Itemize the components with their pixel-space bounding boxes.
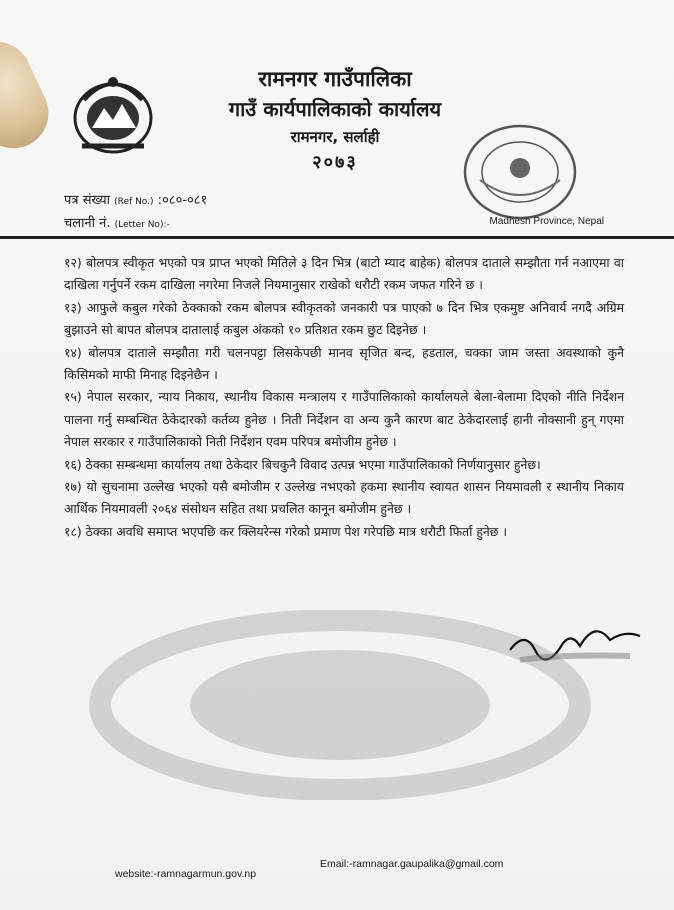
office-address: रामनगर, सर्लाही	[290, 128, 380, 146]
province-text: Madhesh Province, Nepal	[489, 216, 604, 227]
clause: १३) आफुले कबुल गरेको ठेक्काको रकम बोलपत्र स्वीकृतको जनकारी पत्र पाएको ७ दिन भित्र एकमुष्ट अनिवार्य नगदै अग्रिम बुझाउने सो बापत बोलपत्र दातालाई कबुल अंकको १० प्रतिशत रकम छुट दिइनेछ ।	[64, 299, 624, 338]
signature	[500, 610, 650, 700]
dispatch-label: चलानी नं.	[64, 216, 111, 231]
ref-number-row	[64, 190, 207, 208]
clause: १७) यो सुचनामा उल्लेख भएको यसै बमोजीम र उल्लेख नभएको हकमा स्थानीय स्वायत शासन नियमावली र स्थानीय निकाय आर्थिक नियमावली २०६४ संसोधन सहित तथा प्रचलित कानून बमोजीम हुनेछ ।	[64, 479, 624, 517]
clause: १५) नेपाल सरकार, न्याय निकाय, स्थानीय विकास मन्त्रालय र गाउँपालिकाको कार्यालयले बेला-बेलामा दिएको नीति निर्देशन पालना गर्नु सम्बन्धित ठेकेदारको कर्तव्य हुनेछ । निती निर्देशन वा अन्य कुनै कारण बाट ठेकेदारलाई हानी नोक्सानी हुन् गएमा नेपाल सरकार र गाउँपालिकाको निती निर्देशन एवम परिपत्र बमोजीम हुनेछ ।	[64, 389, 624, 450]
clause: १४) बोलपत्र दाताले सम्झौता गरी चलनपट्टा लिसकेपछी मानव सृजित बन्द, हडताल, चक्का जाम जस्ता अवस्थाको कुनै किसिमको माफी मिनाह दिइनेछैन ।	[64, 344, 624, 383]
email-text: Email:-ramnagar.gaupalika@gmail.com	[320, 858, 504, 870]
dispatch-label-en: (Letter No):-	[114, 220, 170, 230]
letterhead	[170, 64, 500, 176]
header-divider	[0, 236, 674, 239]
ref-label: पत्र संख्या	[64, 193, 110, 208]
clause: १८) ठेक्का अवधि समाप्त भएपछि कर क्लियरेन्स गरेको प्रमाण पेश गरेपछि मात्र धरौटी फिर्ता हुनेछ ।	[64, 523, 508, 539]
ref-value: :०८०-०८१	[157, 193, 208, 208]
nepal-emblem	[62, 70, 164, 160]
establishment-year: २०७३	[312, 152, 358, 173]
office-stamp	[460, 120, 630, 230]
clause: १६) ठेक्का सम्बन्धमा कार्यालय तथा ठेकेदार बिचकुनै विवाद उत्पन्न भएमा गाउँपालिकाको निर्णयानुसार हुनेछ।	[64, 456, 541, 472]
dispatch-number-row	[64, 213, 170, 231]
website-text: website:-ramnagarmun.gov.np	[115, 868, 257, 880]
letter-body	[64, 252, 624, 543]
office-name: गाउँ कार्यपालिकाको कार्यालय	[228, 97, 442, 121]
municipality-name: रामनगर गाउँपालिका	[258, 67, 412, 91]
finger	[0, 30, 60, 159]
ref-label-en: (Ref No.)	[114, 197, 154, 207]
clause: १२) बोलपत्र स्वीकृत भएको पत्र प्राप्त भएको मितिले ३ दिन भित्र (बाटो म्याद बाहेक) बोलपत्र दाताले सम्झौता गर्न नआएमा वा दाखिला गर्नुपर्ने रकम दाखिला नगरेमा निजले नियमानुसार राखेको धरौटी रकम जफत गरिने छ ।	[64, 255, 624, 293]
